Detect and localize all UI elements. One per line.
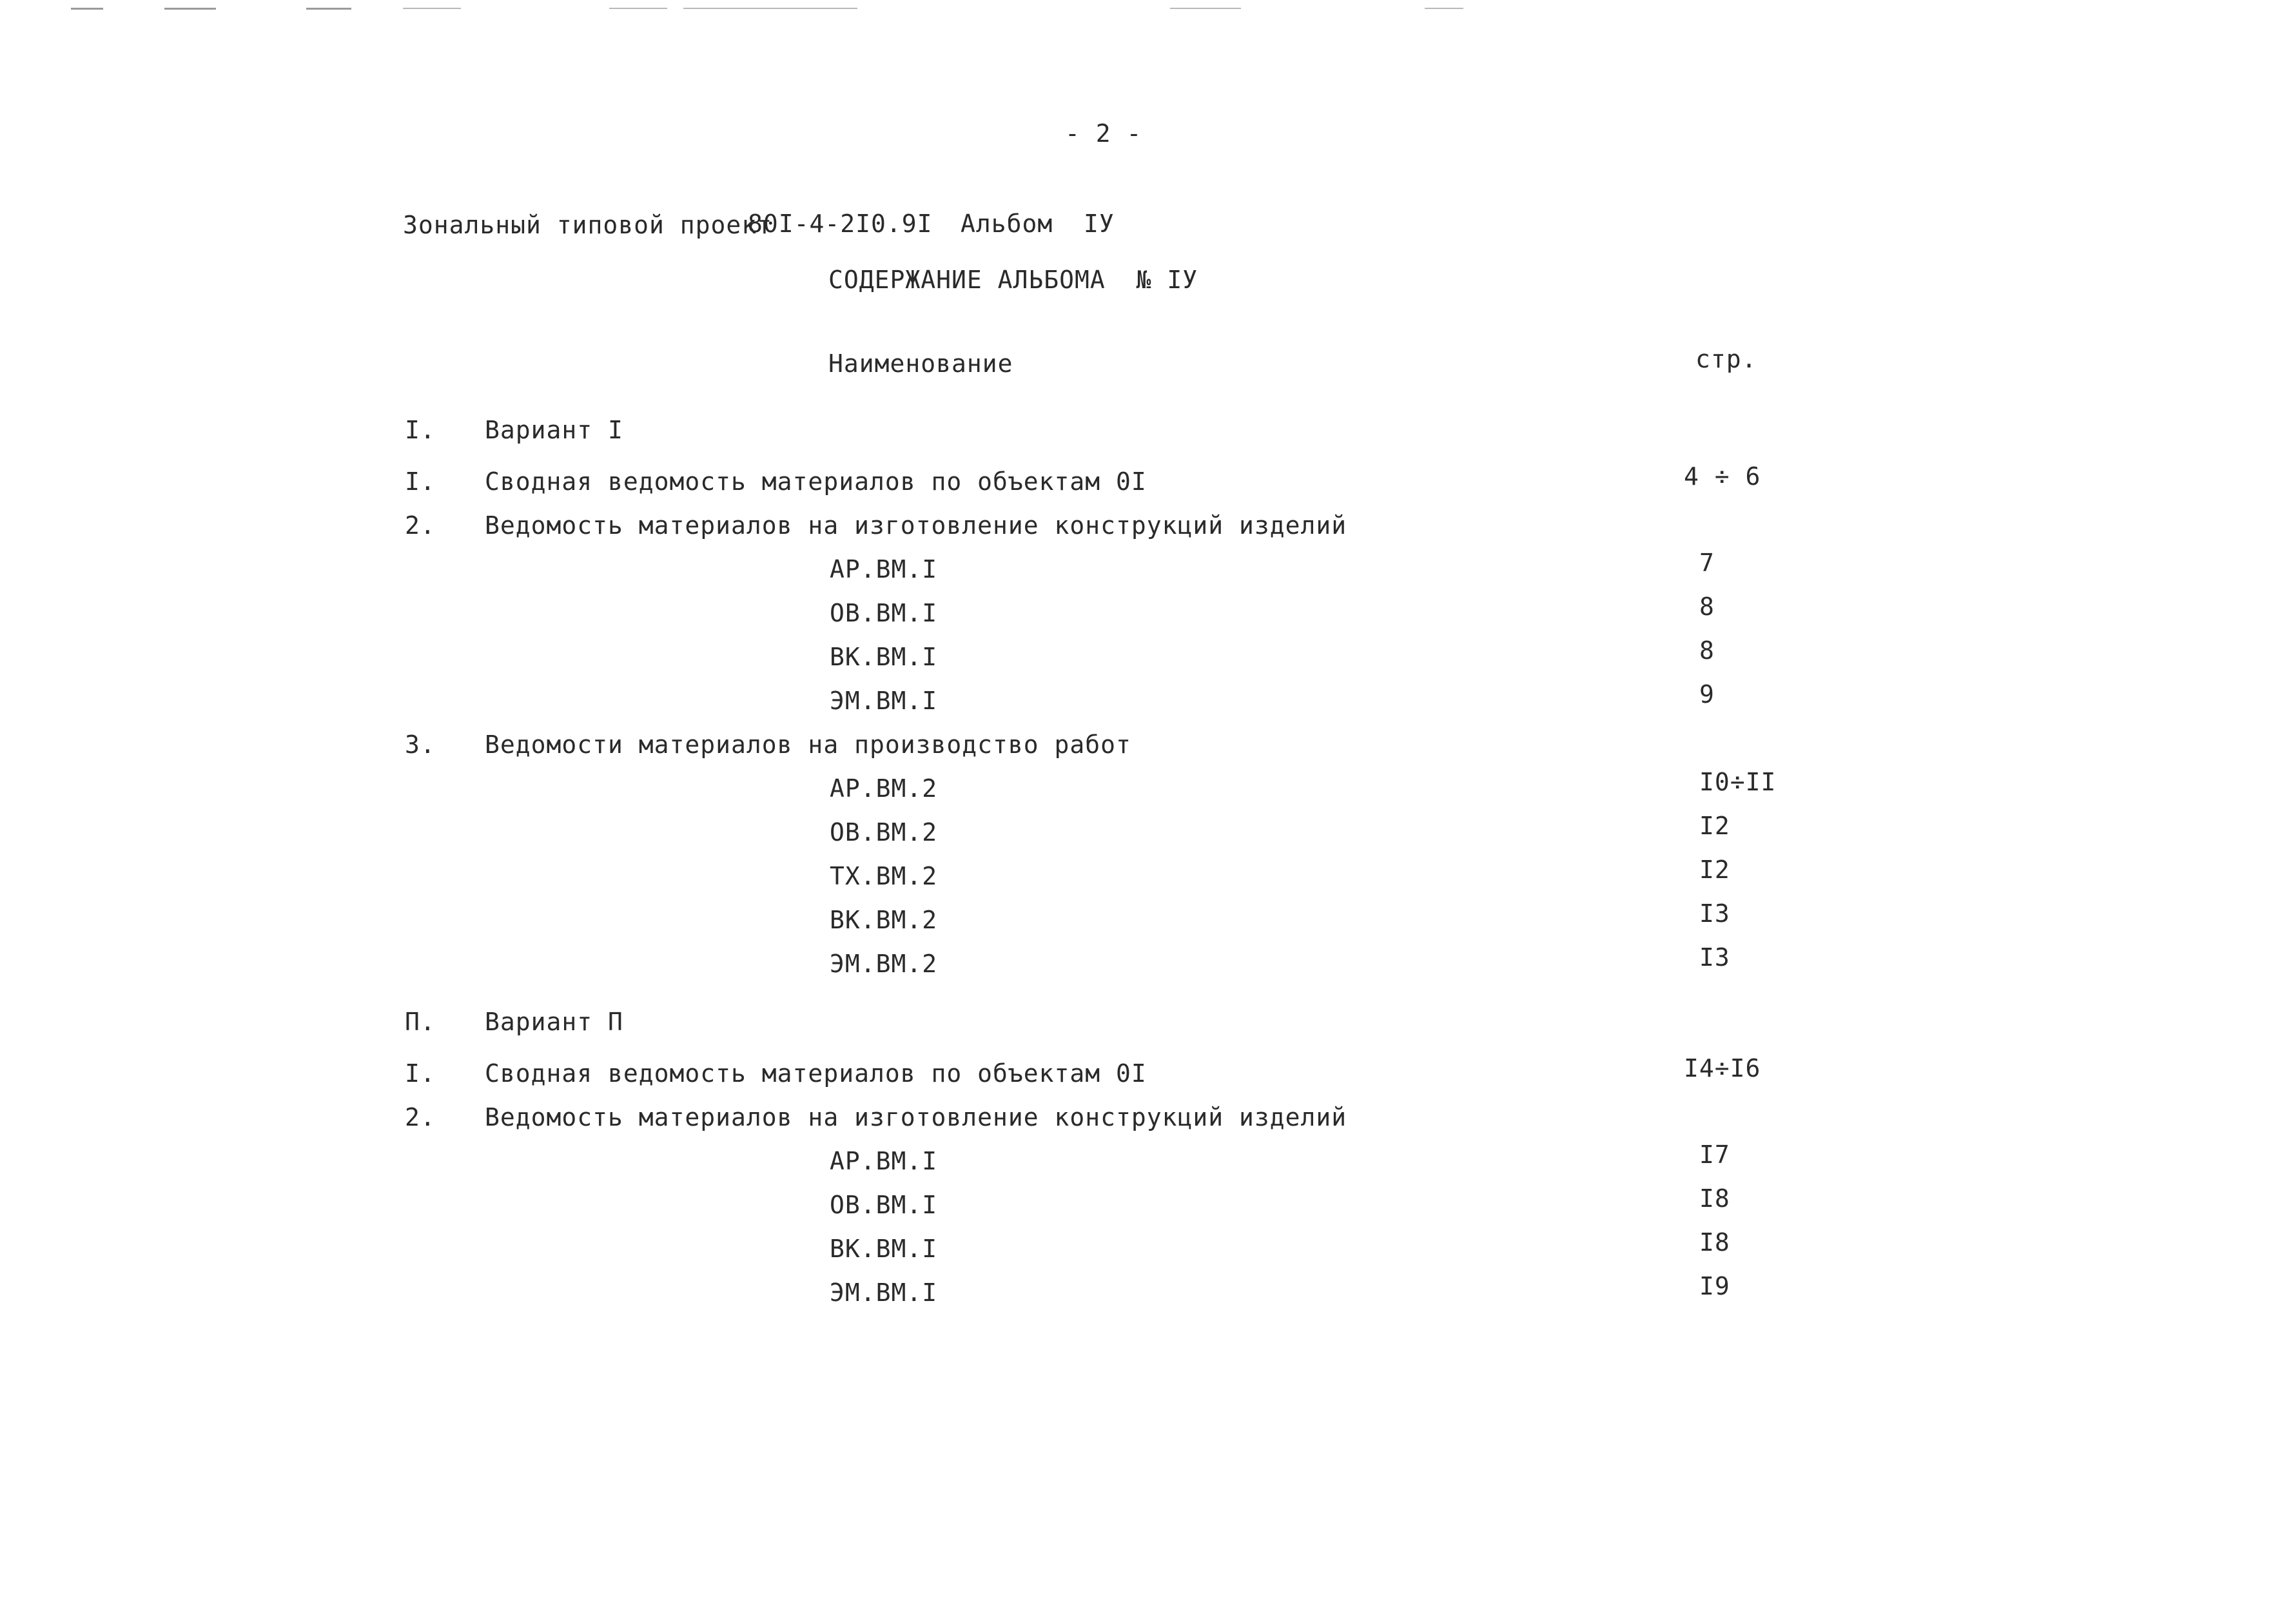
item-text: Ведомости материалов на производство работ (485, 730, 1131, 759)
subitem-page: I8 (1699, 1228, 1730, 1257)
subitem-code: ОВ.ВМ.2 (830, 818, 938, 846)
subitem-code: АР.ВМ.2 (830, 774, 938, 803)
album-label: Альбом IУ (961, 210, 1115, 238)
subitem-page: I3 (1699, 943, 1730, 972)
item-text: Ведомость материалов на изготовление конструкций изделий (485, 1103, 1347, 1131)
subitem-page: I9 (1699, 1272, 1730, 1300)
item-text: Сводная ведомость материалов по объектам 0I (485, 467, 1147, 496)
subitem-page: 9 (1699, 680, 1715, 709)
subitem-code: ОВ.ВМ.I (830, 1191, 938, 1219)
subitem-page: I3 (1699, 899, 1730, 928)
subitem-page: I2 (1699, 812, 1730, 840)
subitem-page: 7 (1699, 549, 1715, 577)
item-text: Сводная ведомость материалов по объектам 0I (485, 1059, 1147, 1088)
subitem-code: АР.ВМ.I (830, 1147, 938, 1175)
subitem-page: I8 (1699, 1184, 1730, 1213)
item-text: Ведомость материалов на изготовление конструкций изделий (485, 511, 1347, 540)
item-number: 3. (405, 730, 436, 759)
document-title: СОДЕРЖАНИЕ АЛЬБОМА № IУ (828, 266, 1198, 294)
item-number: 2. (405, 511, 436, 540)
section-number: I. (405, 416, 436, 444)
scan-artifact (683, 8, 857, 9)
subitem-code: ВК.ВМ.I (830, 643, 938, 671)
subitem-code: ЭМ.ВМ.I (830, 1278, 938, 1307)
scan-artifact (403, 8, 461, 9)
scan-artifact (609, 8, 667, 9)
subitem-code: ЭМ.ВМ.I (830, 687, 938, 715)
subitem-code: ЭМ.ВМ.2 (830, 950, 938, 978)
column-header-page: стр. (1695, 345, 1757, 373)
subitem-page: 8 (1699, 636, 1715, 665)
project-code: 80I-4-2I0.9I (748, 210, 933, 238)
subitem-code: ОВ.ВМ.I (830, 599, 938, 627)
subitem-page: I2 (1699, 856, 1730, 884)
subitem-code: ТХ.ВМ.2 (830, 862, 938, 890)
subitem-page: I0÷II (1699, 768, 1777, 796)
section-title: Вариант П (485, 1008, 623, 1036)
item-page: 4 ÷ 6 (1684, 462, 1761, 491)
subitem-code: АР.ВМ.I (830, 555, 938, 583)
subitem-code: ВК.ВМ.2 (830, 906, 938, 934)
subitem-page: I7 (1699, 1140, 1730, 1169)
item-number: 2. (405, 1103, 436, 1131)
scan-artifact (1425, 8, 1463, 9)
item-number: I. (405, 1059, 436, 1088)
section-number: П. (405, 1008, 436, 1036)
project-label: Зональный типовой проект (403, 211, 773, 239)
subitem-code: ВК.ВМ.I (830, 1235, 938, 1263)
scan-artifact (164, 8, 216, 10)
scan-artifact (71, 8, 103, 10)
scan-artifact (306, 8, 351, 10)
subitem-page: 8 (1699, 592, 1715, 621)
column-header-name: Наименование (828, 349, 1013, 378)
item-number: I. (405, 467, 436, 496)
scan-artifact (1170, 8, 1241, 9)
page-number: - 2 - (1065, 119, 1142, 148)
section-title: Вариант I (485, 416, 623, 444)
item-page: I4÷I6 (1684, 1054, 1761, 1082)
